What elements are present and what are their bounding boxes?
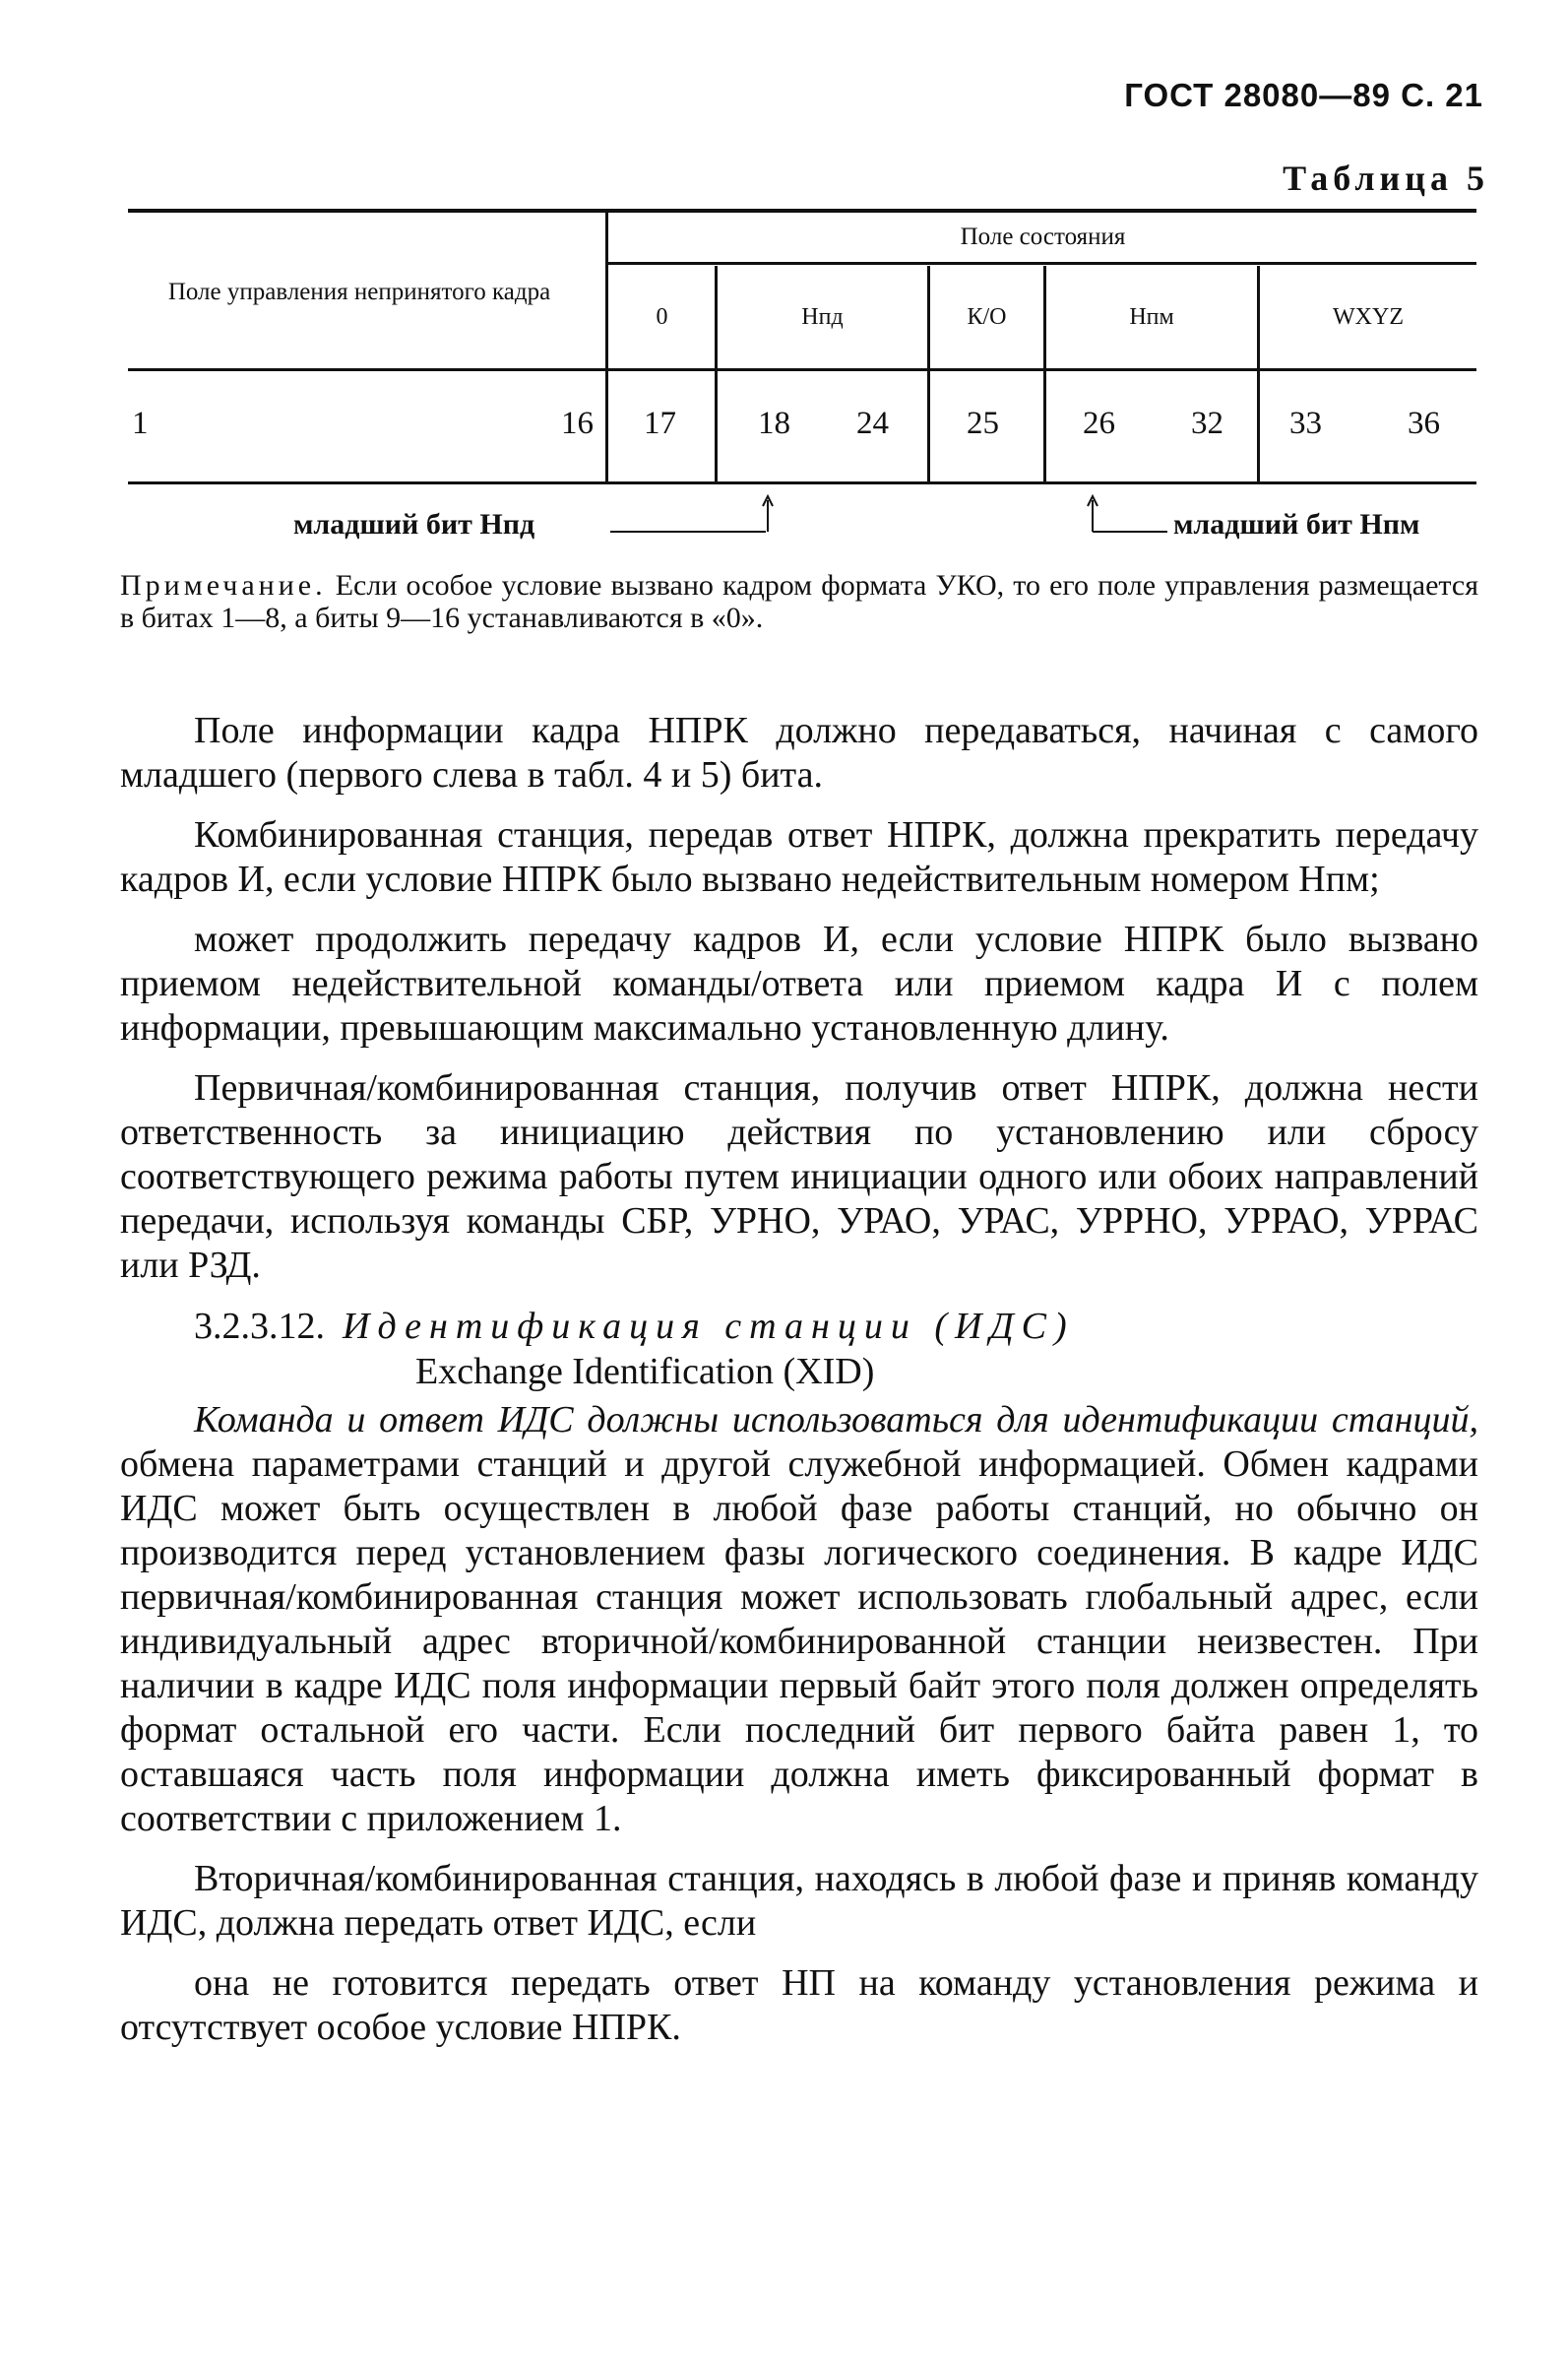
table-caption: Таблица 5 — [1283, 159, 1489, 198]
arrow-label-npd: младший бит Нпд — [293, 508, 535, 541]
bit-16: 16 — [561, 406, 594, 441]
bit-layout-table — [128, 209, 1476, 484]
subheader-k-o: К/О — [967, 303, 1007, 330]
arrow-npd-icon — [608, 490, 776, 549]
table-note — [120, 569, 1478, 634]
paragraph: может продолжить передачу кадров И, если условие НПРК было вызвано приемом недействительной команды/ответа или приемом кадра И с полем информации, превышающим максимально установленную длину. — [120, 919, 1478, 1049]
note-title: Примечание. — [120, 569, 327, 602]
left-column-header: Поле управления непринятого кадра — [167, 279, 551, 305]
paragraph: Комбинированная станция, передав ответ НПРК, должна прекратить передачу кадров И, если условие НПРК было вызвано недействительным номером Нпм; — [120, 814, 1478, 900]
italic-lead: Команда и ответ ИДС должны использоваться для идентификации станций, — [194, 1399, 1478, 1440]
status-field-header: Поле состояния — [960, 224, 1126, 250]
bit-1: 1 — [132, 406, 149, 441]
section-title: Идентификация станции (ИДС) — [343, 1306, 1075, 1347]
bit-36: 36 — [1408, 406, 1440, 441]
bit-32: 32 — [1191, 406, 1223, 441]
section-text: обмена параметрами станций и другой служебной информацией. Обмен кадрами ИДС может быть осуществлен в любой фазе работы станций, но обычно он производится перед установлением фазы логического соединения. В кадре ИДС первичная/комбинированная станция может использовать глобальный адрес, если индивидуальный адрес вторичной/комбинированной станции неизвестен. При наличии в кадре ИДС поля информации первый байт этого поля должен определять формат остальной его части. Если последний бит первого байта равен 1, то оставшаяся часть поля информации должна иметь фиксированный формат в соответствии с приложением 1. — [120, 1443, 1478, 1839]
paragraph: Вторичная/комбинированная станция, находясь в любой фазе и приняв команду ИДС, должна передать ответ ИДС, если — [120, 1858, 1478, 1944]
section-english-title: Exchange Identification (XID) — [415, 1351, 875, 1392]
note-text: Если особое условие вызвано кадром формата УКО, то его поле управления размещается в битах 1—8, а биты 9—16 устанавливаются в «0». — [120, 569, 1478, 634]
bit-26: 26 — [1083, 406, 1115, 441]
bit-25: 25 — [967, 406, 999, 441]
section-paragraph — [120, 1398, 1478, 1841]
paragraph: Первичная/комбинированная станция, получив ответ НПРК, должна нести ответственность за инициацию действия по установлению или сбросу соответствующего режима работы путем инициации одного или обоих направлений передачи, используя команды СБР, УРНО, УРАО, УРАС, УРРНО, УРРАО, УРРАС или РЗД. — [120, 1067, 1478, 1286]
bit-18: 18 — [758, 406, 790, 441]
section-number: 3.2.3.12. — [194, 1306, 325, 1347]
bit-17: 17 — [644, 406, 676, 441]
section-heading — [120, 1304, 1478, 1394]
subheader-zero: 0 — [656, 303, 668, 330]
paragraph: Поле информации кадра НПРК должно передаваться, начиная с самого младшего (первого слева в табл. 4 и 5) бита. — [120, 710, 1478, 796]
subheader-wxyz: WXYZ — [1333, 303, 1404, 330]
subheader-npm: Нпм — [1129, 303, 1174, 330]
body-text — [120, 709, 1478, 2066]
bit-annotations — [0, 490, 1568, 549]
bit-33: 33 — [1289, 406, 1322, 441]
paragraph: она не готовится передать ответ НП на команду установления режима и отсутствует особое условие НПРК. — [120, 1962, 1478, 2048]
subheader-npd: Нпд — [801, 303, 844, 330]
page-header: ГОСТ 28080—89 С. 21 — [1124, 77, 1483, 113]
arrow-label-npm: младший бит Нпм — [1173, 508, 1420, 541]
arrow-npm-icon — [1083, 490, 1171, 549]
bit-24: 24 — [856, 406, 889, 441]
